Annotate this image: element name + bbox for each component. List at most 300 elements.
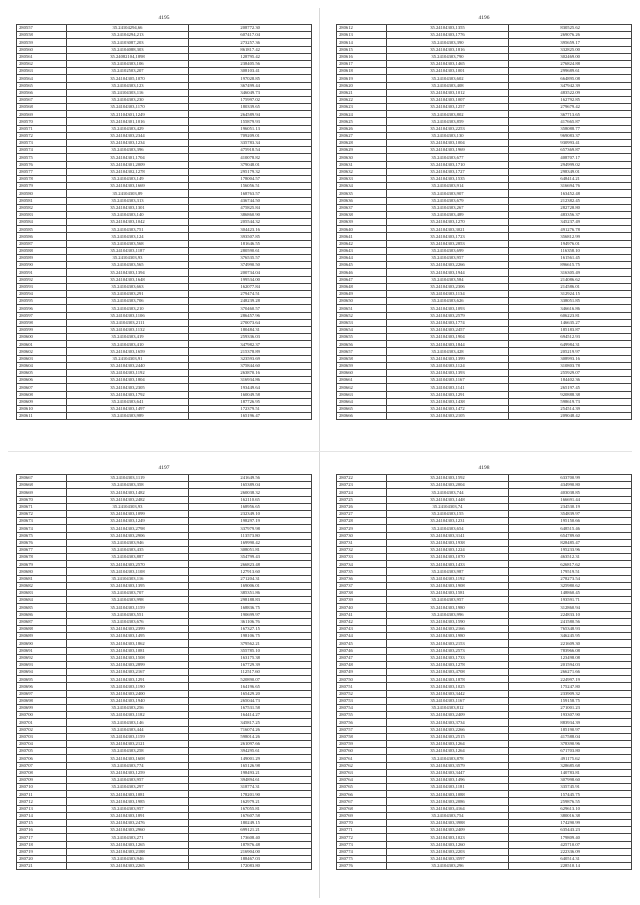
table-row [337,219,632,226]
row-id-cell: 280684 [17,597,67,604]
row-id-cell: 280603 [17,355,67,362]
value-cell: 172083.80 [189,863,312,870]
table-row [17,283,312,290]
value-cell: 307998.60 [509,776,632,783]
table-row [17,791,312,798]
coordinate-cell: 35.24104303,390 [386,39,509,46]
coordinate-cell: 35.24104303,210 [66,305,189,312]
row-id-cell: 280763 [337,769,387,776]
value-cell: 298349.01 [509,168,632,175]
table-row [17,111,312,118]
value-cell: 214586.01 [509,283,632,290]
value-cell: 374990.50 [189,262,312,269]
table-row [337,489,632,496]
table-row [17,240,312,247]
value-cell: 187876.48 [189,841,312,848]
value-cell: 463512.31 [509,554,632,561]
row-id-cell: 280558 [17,32,67,39]
table-row [337,604,632,611]
table-row [17,132,312,139]
row-id-cell: 280616 [337,53,387,60]
coordinate-cell: 35.24104303,654 [386,525,509,532]
value-cell: 299689.61 [509,68,632,75]
table-row [337,532,632,539]
value-cell: 261097.66 [189,740,312,747]
coordinate-cell: 35.24104303,230 [66,96,189,103]
value-cell: 205544.32 [189,219,312,226]
value-cell: 295179.32 [189,168,312,175]
coordinate-cell: 35.24104303,2266 [386,262,509,269]
row-id-cell: 280676 [17,539,67,546]
table-row [337,546,632,553]
table-row [337,503,632,510]
row-id-cell: 280601 [17,341,67,348]
coordinate-cell: 35.24104303,1192 [66,370,189,377]
table-row [17,762,312,769]
value-cell: 308993.16 [509,355,632,362]
value-cell: 475918.54 [189,147,312,154]
coordinate-cell: 35.24104303,2570 [66,561,189,568]
table-row [17,625,312,632]
value-cell: 308051.81 [189,546,312,553]
table-row [337,197,632,204]
coordinate-cell: 35.24104303,1938 [386,539,509,546]
value-cell: 168836.75 [189,604,312,611]
row-id-cell: 280760 [337,748,387,755]
coordinate-cell: 35.24104303,1394 [66,269,189,276]
value-cell: 205219.97 [509,348,632,355]
coordinate-cell: 35.21104301,1249 [66,111,189,118]
row-id-cell: 280756 [337,719,387,726]
value-cell: 248239.28 [189,298,312,305]
value-cell: 266271.66 [509,669,632,676]
row-id-cell: 280678 [17,554,67,561]
value-cell: 179809.40 [509,834,632,841]
row-id-cell: 280600 [17,334,67,341]
row-id-cell: 280597 [17,312,67,319]
row-id-cell: 280584 [17,219,67,226]
table-row [337,25,632,32]
coordinate-cell: 35.24104303,1727 [386,168,509,175]
table-row [17,726,312,733]
value-cell: 168956.65 [189,503,312,510]
value-cell: 194976.01 [509,240,632,247]
table-row [17,413,312,420]
row-id-cell: 280740 [337,604,387,611]
coordinate-cell: 35.24104303,256 [66,705,189,712]
row-id-cell: 280772 [337,834,387,841]
table-row [337,848,632,855]
value-cell: 434990.80 [509,482,632,489]
coordinate-cell: 35.24104303,358 [66,482,189,489]
table-row [337,820,632,827]
value-cell: 165196.47 [189,413,312,420]
row-id-cell: 280724 [337,489,387,496]
coordinate-cell: 35.24104303,1231 [386,518,509,525]
coordinate-cell: 35.24104303,4164 [386,805,509,812]
value-cell: 173608.40 [189,834,312,841]
table-row [337,147,632,154]
row-id-cell: 280587 [17,240,67,247]
value-cell: 123498.08 [509,654,632,661]
value-cell: 302469.00 [509,53,632,60]
coordinate-cell: 35.24104303,1659 [66,348,189,355]
row-id-cell: 280562 [17,60,67,67]
value-cell: 483356.37 [509,211,632,218]
row-id-cell: 280674 [17,525,67,532]
table-row [17,255,312,262]
row-id-cell: 280688 [17,625,67,632]
coordinate-cell: 35.24104303,914 [386,183,509,190]
table-row [337,370,632,377]
row-id-cell: 280668 [17,482,67,489]
row-divider [8,451,632,452]
row-id-cell: 280623 [337,104,387,111]
table-row [17,863,312,870]
row-id-cell: 280757 [337,726,387,733]
row-id-cell: 280739 [337,597,387,604]
row-id-cell: 280631 [337,161,387,168]
table-row [17,820,312,827]
value-cell: 276824.88 [509,60,632,67]
coordinate-cell: 35.24104303,2798 [66,525,189,532]
row-id-cell: 280638 [337,211,387,218]
row-id-cell: 280709 [17,776,67,783]
coordinate-cell: 35.24104303,1141 [386,384,509,391]
coordinate-cell: 35.24104303,1278 [386,661,509,668]
coordinate-cell: 35.24104303,2105 [386,413,509,420]
value-cell: 375844.60 [189,362,312,369]
table-row [17,740,312,747]
coordinate-cell: 35.24104303,1608 [66,755,189,762]
row-id-cell: 280720 [17,855,67,862]
coordinate-cell: 35.24104303,3597 [386,855,509,862]
value-cell: 175997.02 [189,96,312,103]
row-id-cell: 280641 [337,233,387,240]
row-id-cell: 280607 [17,384,67,391]
value-cell: 184402.36 [509,377,632,384]
coordinate-cell: 35.24104088,303 [66,46,189,53]
coordinate-cell: 35.24104303,1891 [66,812,189,819]
coordinate-cell: 35.24104303,1940 [66,697,189,704]
table-row [17,748,312,755]
table-row [337,611,632,618]
row-id-cell: 280745 [337,640,387,647]
value-cell: 346245.95 [509,633,632,640]
table-row [337,561,632,568]
row-id-cell: 280670 [17,496,67,503]
coordinate-cell: 35.24104303,1134 [386,290,509,297]
row-id-cell: 280627 [337,132,387,139]
table-row [17,262,312,269]
table-row [337,111,632,118]
row-id-cell: 280776 [337,863,387,870]
table-row [17,661,312,668]
table-row [337,812,632,819]
table-row [17,496,312,503]
table-row [17,510,312,517]
coordinate-cell: 35.24104303,428 [386,348,509,355]
coordinate-cell: 35.24104303,3141 [386,532,509,539]
value-cell: 162792.85 [509,96,632,103]
table-row [337,413,632,420]
table-row [337,391,632,398]
value-cell: 187726.95 [189,398,312,405]
table-row [337,348,632,355]
table-row [337,233,632,240]
table-row [337,582,632,589]
value-cell: 212382.45 [509,197,632,204]
row-id-cell: 280666 [337,413,387,420]
coordinate-cell: 35.24104303,2086 [386,798,509,805]
value-cell: 395659.17 [509,39,632,46]
value-cell: 232349.10 [189,510,312,517]
table-row [337,190,632,197]
row-id-cell: 280609 [17,398,67,405]
row-id-cell: 280713 [17,805,67,812]
table-row [337,755,632,762]
coordinate-cell: 35.24104303,271 [66,834,189,841]
coordinate-cell: 35.24104303,2121 [66,740,189,747]
value-cell: 195150.66 [509,518,632,525]
row-id-cell: 280559 [17,39,67,46]
value-cell: 294999.02 [509,161,632,168]
value-cell: 270073.64 [189,319,312,326]
coordinate-cell: 35.24104303,707 [66,590,189,597]
row-id-cell: 280637 [337,204,387,211]
coordinate-cell: 35.24104303,1710 [386,161,509,168]
coordinate-cell: 35.24104303,408 [386,82,509,89]
row-id-cell: 280664 [337,398,387,405]
row-id-cell: 280723 [337,482,387,489]
row-id-cell: 280691 [17,647,67,654]
row-id-cell: 280737 [337,582,387,589]
row-id-cell: 280622 [337,96,387,103]
coordinate-cell: 35.24104303,907 [386,190,509,197]
coordinate-cell: 35.24104303,987 [386,568,509,575]
value-cell: 265044.73 [189,697,312,704]
value-cell: 263870.16 [189,370,312,377]
coordinate-cell: 35.24104303,1482 [66,489,189,496]
row-id-cell: 280571 [17,125,67,132]
row-id-cell: 280590 [17,262,67,269]
row-id-cell: 280759 [337,740,387,747]
table-row [337,32,632,39]
value-cell: 354799.43 [189,554,312,561]
row-id-cell: 280771 [337,827,387,834]
row-id-cell: 280602 [17,348,67,355]
value-cell: 269076.26 [509,32,632,39]
row-id-cell: 280615 [337,46,387,53]
row-id-cell: 280560 [17,46,67,53]
table-row [17,647,312,654]
row-id-cell: 280714 [17,812,67,819]
table-row [17,568,312,575]
table-row [337,226,632,233]
table-row [17,269,312,276]
table-row [17,604,312,611]
value-cell: 162077.84 [189,283,312,290]
value-cell: 163452.48 [509,190,632,197]
row-id-cell: 280650 [337,298,387,305]
row-id-cell: 280708 [17,769,67,776]
coordinate-cell: 35.24104303,1508 [66,654,189,661]
row-id-cell: 280693 [17,661,67,668]
value-cell: 304423.16 [189,226,312,233]
coordinate-cell: 35.24104303,1004 [386,140,509,147]
row-id-cell: 280655 [337,334,387,341]
row-id-cell: 280738 [337,590,387,597]
table-row [337,690,632,697]
table-row [337,712,632,719]
coordinate-cell: 35.24104303,4708 [386,669,509,676]
row-id-cell: 280647 [337,276,387,283]
value-cell: 149001.29 [189,755,312,762]
table-row [17,118,312,125]
row-id-cell: 280581 [17,197,67,204]
coordinate-cell: 35.24104303,1025 [386,683,509,690]
coordinate-cell: 35.24104303,1224 [386,546,509,553]
coordinate-cell: 35.24104303,989 [66,413,189,420]
table-row [17,475,312,482]
value-cell: 188467.03 [189,855,312,862]
coordinate-cell: 35.24104303,1264 [386,748,509,755]
coordinate-cell: 35.24104303,774 [66,762,189,769]
coordinate-cell: 35.24104303,1944 [386,269,509,276]
row-id-cell: 280658 [337,355,387,362]
coordinate-cell: 35.24104303,130 [386,132,509,139]
table-row [337,496,632,503]
value-cell: 216904.00 [189,848,312,855]
value-cell: 180249.15 [189,820,312,827]
value-cell: 174290.99 [509,820,632,827]
coordinate-cell: 35.24104303,957 [66,805,189,812]
coordinate-cell: 35.24104303,419 [66,334,189,341]
table-row [17,204,312,211]
coordinate-cell: 35.24104303,602 [386,75,509,82]
row-id-cell: 280667 [17,475,67,482]
value-cell: 347982.37 [189,341,312,348]
row-id-cell: 280711 [17,791,67,798]
value-cell: 181646.55 [189,240,312,247]
coordinate-cell: 35.24104303,1355 [386,25,509,32]
coordinate-cell: 35.24104303,106 [66,60,189,67]
coordinate-cell: 35.24104303,1448 [386,496,509,503]
row-id-cell: 280624 [337,111,387,118]
table-row [337,791,632,798]
table-row [17,183,312,190]
value-cell: 318774.31 [189,784,312,791]
table-row [337,661,632,668]
row-id-cell: 280721 [17,863,67,870]
value-cell: 221609.30 [509,640,632,647]
table-row [337,863,632,870]
row-id-cell: 280671 [17,503,67,510]
coordinate-cell: 35.24104303,74 [386,503,509,510]
table-row [17,755,312,762]
coordinate-cell: 35.24104303,1969 [386,147,509,154]
value-cell: 167729.39 [189,661,312,668]
row-id-cell: 280695 [17,676,67,683]
value-cell: 155879.93 [189,118,312,125]
table-row [17,219,312,226]
coordinate-cell: 35.24104303,1167 [386,377,509,384]
row-id-cell: 280761 [337,755,387,762]
coordinate-cell: 35.24104303,1249 [66,518,189,525]
row-id-cell: 280589 [17,255,67,262]
value-cell: 259336.03 [189,334,312,341]
coordinate-cell: 35.24104303,2482 [66,496,189,503]
value-cell: 165126.98 [189,762,312,769]
value-cell: 201594.03 [509,661,632,668]
value-cell: 127913.60 [189,568,312,575]
coordinate-cell: 35.24104303,2573 [386,647,509,654]
row-id-cell: 280736 [337,575,387,582]
data-table-2 [336,24,632,420]
table-row [337,733,632,740]
value-cell: 316305.49 [509,269,632,276]
row-id-cell: 280568 [17,104,67,111]
coordinate-cell: 35.24104303,2305 [66,384,189,391]
value-cell: 169006.01 [189,582,312,589]
row-id-cell: 280572 [17,132,67,139]
coordinate-cell: 35.24104303,429 [66,125,189,132]
value-cell: 830525.62 [509,25,632,32]
table-row [337,247,632,254]
row-id-cell: 280635 [337,190,387,197]
coordinate-cell: 35.24104303,89 [66,190,189,197]
value-cell: 179519.51 [509,568,632,575]
table-row [337,240,632,247]
value-cell: 346049.73 [189,89,312,96]
value-cell: 279679.42 [509,104,632,111]
row-id-cell: 280608 [17,391,67,398]
row-id-cell: 280632 [337,168,387,175]
data-table-4 [336,474,632,870]
row-id-cell: 280639 [337,219,387,226]
coordinate-cell: 35.24104303,1472 [386,405,509,412]
value-cell: 356812.99 [509,233,632,240]
value-cell: 185183.87 [509,326,632,333]
value-cell: 370460.57 [189,305,312,312]
coordinate-cell: 35.24104303,1878 [386,676,509,683]
table-row [337,697,632,704]
table-row [337,39,632,46]
row-id-cell: 280567 [17,96,67,103]
coordinate-cell: 35.24104303,1001 [386,68,509,75]
row-id-cell: 280599 [17,326,67,333]
row-id-cell: 280648 [337,283,387,290]
table-row [17,582,312,589]
coordinate-cell: 35.24104303,790 [386,53,509,60]
table-row [17,60,312,67]
value-cell: 167055.81 [189,805,312,812]
coordinate-cell: 35.24104303,1592 [386,475,509,482]
coordinate-cell: 35.24104303,1119 [66,475,189,482]
value-cell: 185190.97 [509,726,632,733]
coordinate-cell: 35.24082104,1898 [66,53,189,60]
table-row [337,175,632,182]
row-id-cell: 280561 [17,53,67,60]
coordinate-cell: 35.24104303,754 [386,812,509,819]
coordinate-cell: 35.24104303,706 [66,298,189,305]
value-cell: 175247.80 [509,683,632,690]
table-row [17,841,312,848]
row-id-cell: 280683 [17,590,67,597]
row-id-cell: 280706 [17,755,67,762]
table-row [17,597,312,604]
coordinate-cell: 35.24104303,1496 [386,776,509,783]
